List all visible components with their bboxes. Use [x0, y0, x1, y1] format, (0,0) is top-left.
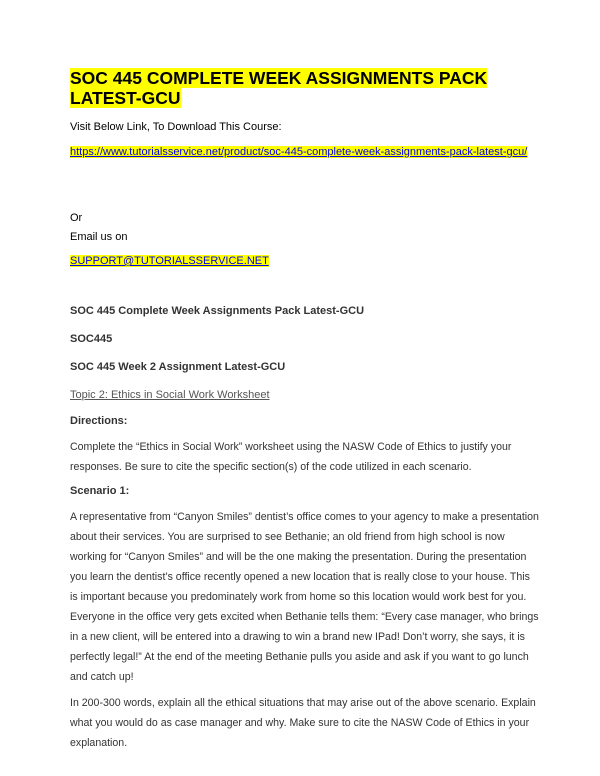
- scenario-heading: Scenario 1:: [70, 485, 130, 497]
- question-text: In 200-300 words, explain all the ethical situations that may arise out of the above scenario. Explain what you would do as case manager and why. Make sure to cite the NASW Code of Ethics in your explanation.: [70, 697, 536, 749]
- directions-text: Complete the “Ethics in Social Work” worksheet using the NASW Code of Ethics to justify your responses. Be sure to cite the specific section(s) of the code utilized in each scenario.: [70, 441, 512, 473]
- scenario-text: A representative from “Canyon Smiles” dentist’s office comes to your agency to make a presentation about their services. You are surprised to see Bethanie; an old friend from high school is now working for “Canyon Smiles” and will be the one making the presentation. During the presentation you learn the dentist’s office recently opened a new location that is really close to your house. This is important because you predominately work from home so this location would work best for you. Everyone in the office very gets excited when Bethanie tells them: “Every case manager, who brings in a new client, will be entered into a drawing to win a brand new IPad! Don’t worry, she says, it is perfectly legal!” At the end of the meeting Bethanie pulls you aside and ask if you want to go lunch and catch up!: [70, 511, 539, 683]
- topic-link[interactable]: Topic 2: Ethics in Social Work Worksheet: [70, 389, 270, 401]
- email-prompt: Email us on: [70, 231, 128, 243]
- pack-title: SOC 445 Complete Week Assignments Pack Latest-GCU: [70, 305, 365, 317]
- or-text: Or: [70, 212, 83, 224]
- document-page: [70, 68, 540, 753]
- visit-instructions: Visit Below Link, To Download This Course:: [70, 121, 282, 133]
- course-download-link[interactable]: https://www.tutorialsservice.net/product/soc-445-complete-week-assignments-pack-latest-gcu/: [70, 146, 528, 158]
- directions-heading: Directions:: [70, 415, 128, 427]
- course-code: SOC445: [70, 333, 113, 345]
- support-email-link[interactable]: SUPPORT@TUTORIALSSERVICE.NET: [70, 255, 269, 267]
- document-title: [70, 68, 540, 108]
- assignment-title: SOC 445 Week 2 Assignment Latest-GCU: [70, 361, 286, 373]
- document-title-highlight: SOC 445 COMPLETE WEEK ASSIGNMENTS PACK LATEST-GCU: [70, 68, 488, 108]
